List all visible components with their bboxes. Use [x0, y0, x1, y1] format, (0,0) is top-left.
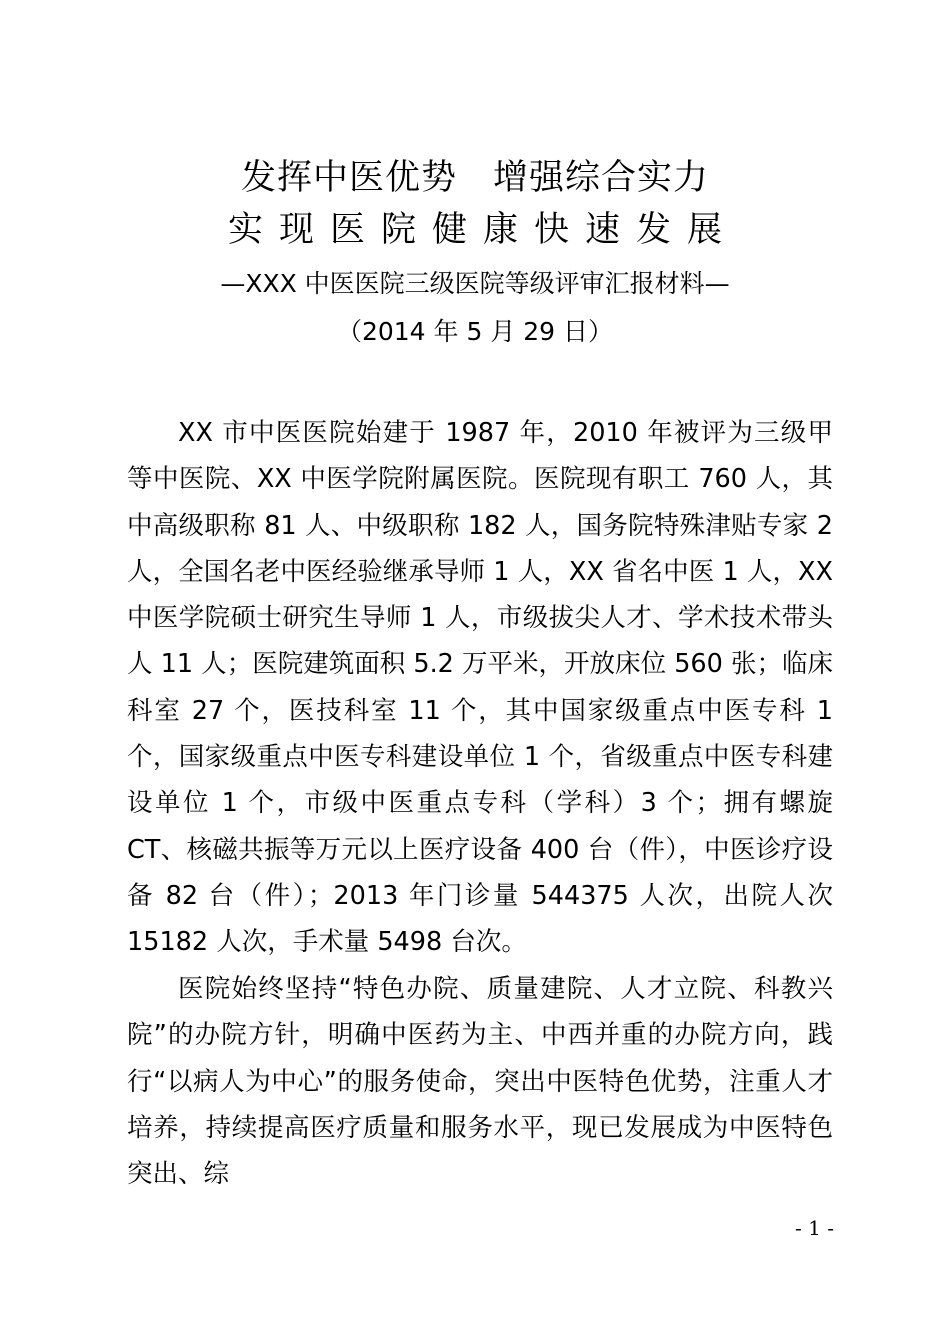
page-number: - 1 -: [795, 1216, 834, 1240]
body-paragraph-2: 医院始终坚持“特色办院、质量建院、人才立院、科教兴院”的办院方针，明确中医药为主、中西并重的办院方向，践行“以病人为中心”的服务使命，突出中医特色优势，注重人才培养，持续提高医疗质量和服务水平，现已发展成为中医特色突出、综: [127, 974, 833, 1190]
document-date: （2014 年 5 月 29 日）: [336, 317, 614, 346]
body-paragraph-1: XX 市中医医院始建于 1987 年，2010 年被评为三级甲等中医院、XX 中医学院附属医院。医院现有职工 760 人，其中高级职称 81 人、中级职称 182 人，国务院特殊津贴专家 2 人，全国名老中医经验继承导师 1 人，XX 省名中医 1 人，XX 中医学院硕士研究生导师 1 人，市级拔尖人才、学术技术带头人 11 人；医院建筑面积 5.2 万平米，开放床位 560 张；临床科室 27 个，医技科室 11 个，其中国家级重点中医专科 1 个，国家级重点中医专科建设单位 1 个，省级重点中医专科建设单位 1 个，市级中医重点专科（学科）3 个；拥有螺旋 CT、核磁共振等万元以上医疗设备 400 台（件），中医诊疗设备 82 台（件）；2013 年门诊量 544375 人次，出院人次 15182 人次，手术量 5498 台次。: [127, 418, 833, 958]
document-title-line-2: 实现医院健康快速发展: [227, 210, 738, 250]
document-subtitle: —XXX 中医医院三级医院等级评审汇报材料—: [220, 269, 730, 298]
document-title-line-1: 发挥中医优势 增强综合实力: [240, 158, 709, 198]
